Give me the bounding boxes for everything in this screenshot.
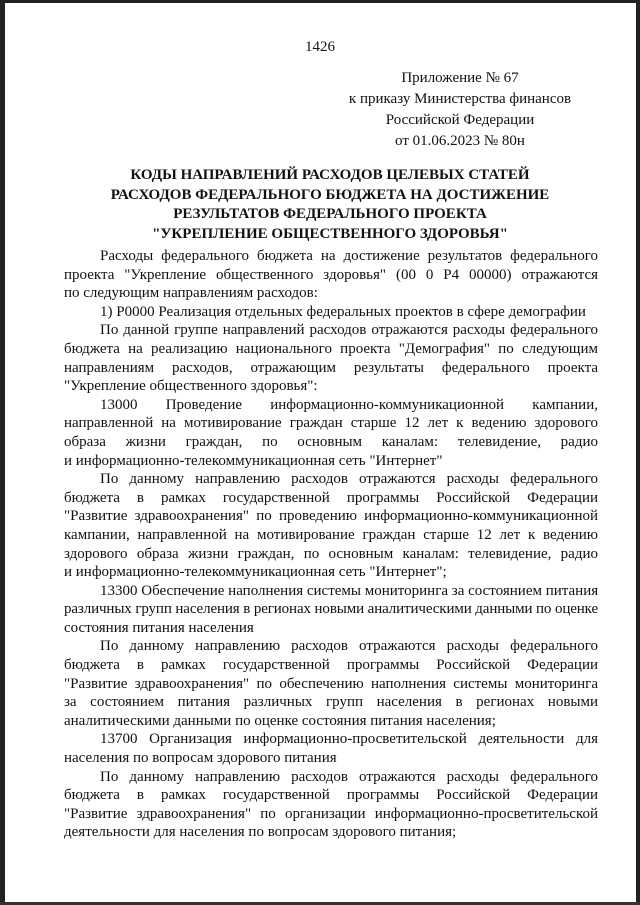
text-line: проекта "Укрепление общественного здоровья" (00 0 Р4 00000) отражаются (64, 266, 598, 283)
scan-edge-left (0, 0, 5, 905)
text-line: образа жизни граждан, по основным каналам: телевидение, радио (64, 433, 598, 450)
text-line: бюджета в рамках государственной программы Российской Федерации (64, 657, 598, 674)
title-line: РАСХОДОВ ФЕДЕРАЛЬНОГО БЮДЖЕТА НА ДОСТИЖЕНИЕ (110, 186, 550, 203)
text-line: бюджета в рамках государственной программы Российской Федерации (64, 787, 598, 804)
text-line: "Развитие здравоохранения" по проведению информационно-коммуникационной (64, 508, 598, 525)
paragraph (64, 582, 598, 638)
text-line: 13000 Проведение информационно-коммуникационной кампании, (100, 396, 598, 413)
text-line: деятельности для населения по вопросам здорового питания; (64, 824, 457, 841)
text-line: По данной группе направлений расходов отражаются расходы федерального (100, 322, 598, 339)
text-line: здорового образа жизни граждан, по основным каналам: телевидение, радио (64, 545, 598, 562)
text-line: По данному направлению расходов отражаются расходы федерального (100, 768, 598, 785)
text-line: 1) Р0000 Реализация отдельных федеральных проектов в сфере демографии (100, 303, 586, 320)
text-line: состояния питания населения (64, 619, 254, 636)
text-line: населения по вопросам здорового питания (64, 750, 337, 767)
annex-line: Российской Федерации (385, 112, 535, 128)
text-line: и информационно-телекоммуникационная сеть "Интернет" (64, 452, 443, 469)
text-line: "Укрепление общественного здоровья": (64, 378, 318, 395)
document-title (0, 166, 640, 244)
annex-line: от 01.06.2023 № 80н (395, 133, 525, 149)
text-line: различных групп населения в регионах новыми аналитическими данными по оценке (64, 601, 599, 618)
title-line: КОДЫ НАПРАВЛЕНИЙ РАСХОДОВ ЦЕЛЕВЫХ СТАТЕЙ (130, 167, 530, 183)
text-line: бюджета в рамках государственной программы Российской Федерации (64, 489, 598, 506)
text-line: По данному направлению расходов отражаются расходы федерального (100, 471, 598, 488)
text-line: Расходы федерального бюджета на достижение результатов федерального (100, 248, 598, 264)
scan-edge-top (0, 0, 640, 3)
paragraph (64, 396, 598, 470)
text-line: "Развитие здравоохранения" по обеспечению наполнения системы мониторинга (64, 675, 598, 692)
paragraph (64, 470, 598, 582)
text-line: направленной на мотивирование граждан старше 12 лет к ведению здорового (64, 415, 598, 432)
paragraph (64, 768, 598, 842)
paragraph (64, 303, 598, 322)
paragraph (64, 247, 598, 303)
paragraph (64, 321, 598, 395)
text-line: кампании, направленной на мотивирование граждан старше 12 лет к ведению (64, 526, 598, 543)
text-line: и информационно-телекоммуникационная сеть "Интернет"; (64, 564, 447, 581)
text-line: направлениям расходов, отражающим результаты федерального проекта (64, 359, 598, 376)
scan-edge-right (636, 0, 640, 905)
text-line: бюджета на реализацию национального проекта "Демография" по следующим (64, 340, 598, 357)
text-line: за состоянием питания различных групп населения в регионах новыми (64, 694, 598, 711)
text-line: аналитическими данными по оценке состояния питания населения; (64, 712, 496, 729)
title-line: "УКРЕПЛЕНИЕ ОБЩЕСТВЕННОГО ЗДОРОВЬЯ" (152, 225, 508, 242)
page-number: 1426 (305, 39, 335, 55)
paragraph (64, 637, 598, 730)
document-body (64, 247, 598, 842)
annex-line: Приложение № 67 (401, 70, 519, 86)
text-line: По данному направлению расходов отражаются расходы федерального (100, 638, 598, 655)
paragraph (64, 730, 598, 767)
text-line: 13700 Организация информационно-просветительской деятельности для (100, 731, 598, 748)
annex-header (340, 68, 580, 152)
text-line: по следующим направлениям расходов: (64, 285, 318, 302)
title-line: РЕЗУЛЬТАТОВ ФЕДЕРАЛЬНОГО ПРОЕКТА (173, 206, 487, 222)
text-line: "Развитие здравоохранения" по организации информационно-просветительской (64, 805, 598, 822)
annex-line: к приказу Министерства финансов (348, 91, 572, 107)
text-line: 13300 Обеспечение наполнения системы мониторинга за состоянием питания (100, 582, 599, 599)
